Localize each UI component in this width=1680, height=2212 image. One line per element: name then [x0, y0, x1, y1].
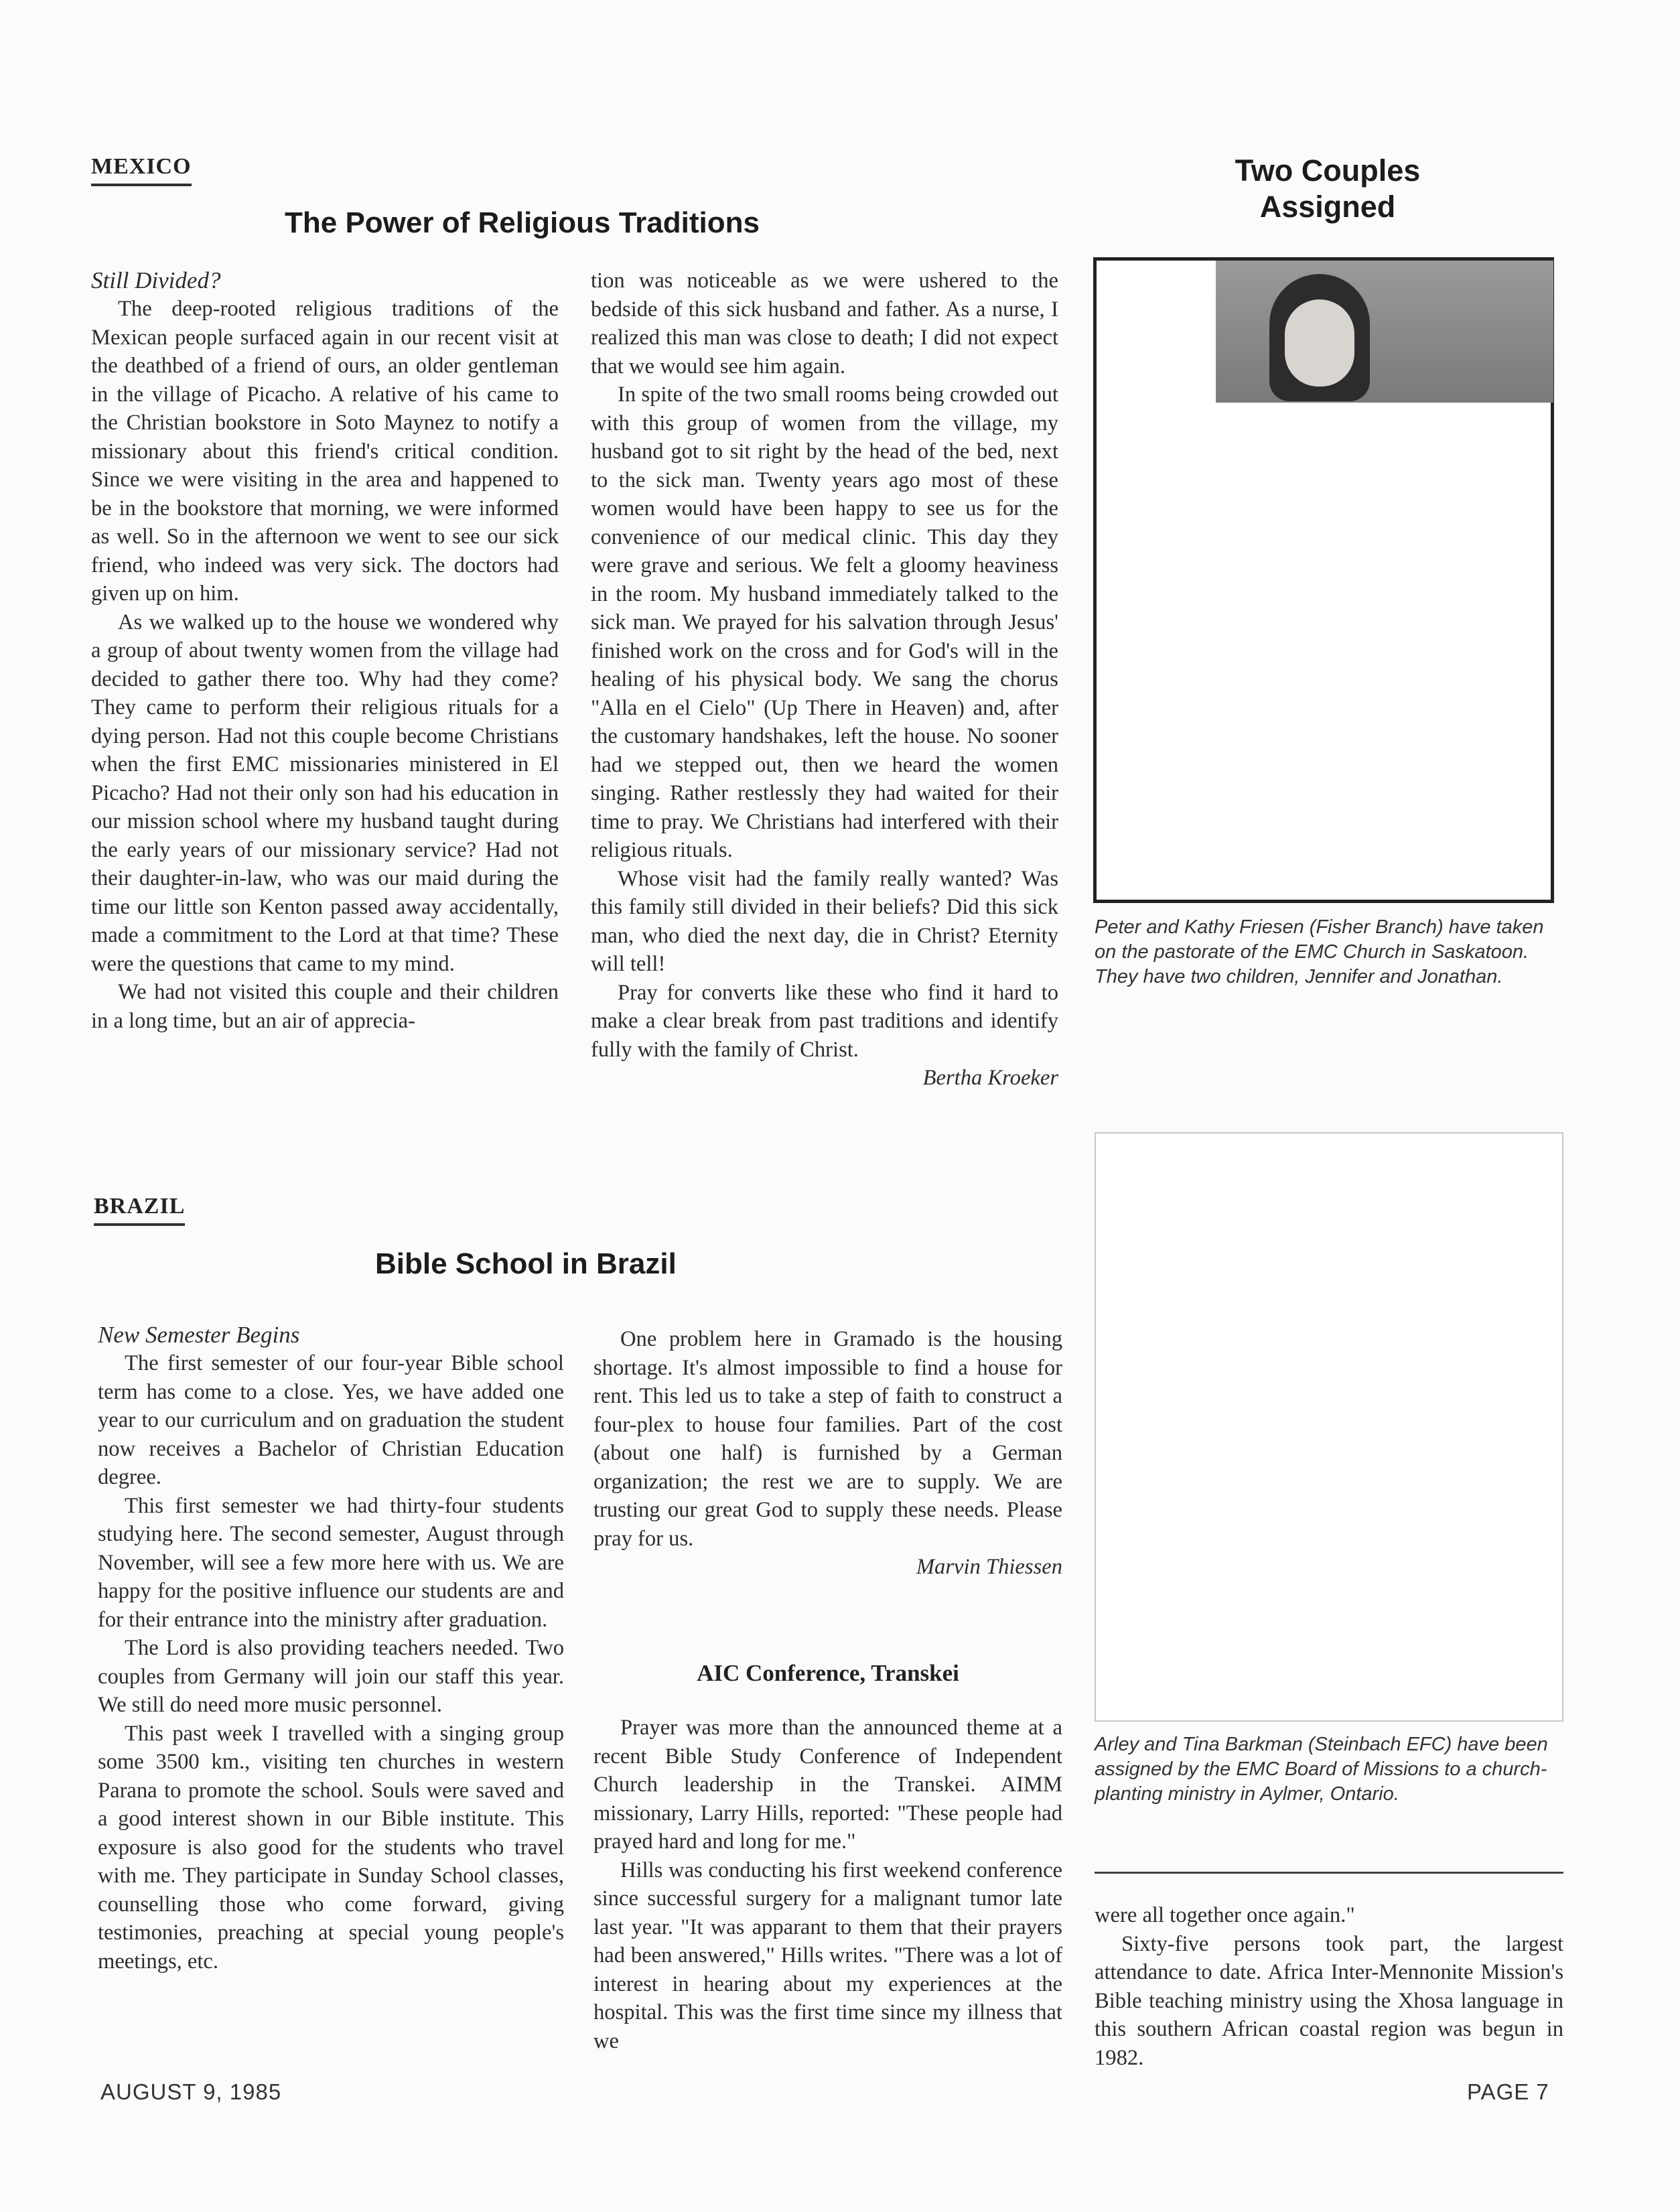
paragraph: As we walked up to the house we wondered why a group of about twenty women from the village had decided to gather there too. Why had they come? They came to perform their religious rituals for a dying person. Had not this couple become Christians when the first EMC missionaries ministered in El Picacho? Had not their only son had his education in our mission school where my husband taught during the early years of our missionary service? Had not their daughter-in-law, who was our maid during the time our little son Kenton passed away accidentally, made a commitment to the Lord at that time? These were the questions that came to my mind. — [91, 610, 559, 976]
paragraph: were all together once again." — [1095, 1903, 1355, 1927]
photo-barkman — [1095, 1132, 1563, 1722]
paragraph: Sixty-five persons took part, the largest attendance to date. Africa Inter-Mennonite Mission's Bible teaching ministry using the Xhosa language in this southern African coastal region was begun in 1982. — [1095, 1931, 1563, 2070]
mexico-kicker: Still Divided? — [91, 267, 221, 293]
paragraph: The deep-rooted religious traditions of the Mexican people surfaced again in our recent visit at the deathbed of a friend of ours, an older gentleman in the village of Picacho. A relative of his came to the Christian bookstore in Soto Maynez to notify a missionary about this friend's critical condition. Since we were visiting in the area and happened to be in the bookstore that morning, we were informed as well. So in the afternoon we went to see our sick friend, who indeed was very sick. The doctors had given up on him. — [91, 297, 559, 606]
aic-column-3 — [1095, 1901, 1563, 2072]
paragraph: The Lord is also providing teachers needed. Two couples from Germany will join our staff this year. We still do need more music personnel. — [98, 1636, 564, 1717]
portrait-face — [1285, 299, 1354, 387]
paragraph: tion was noticeable as we were ushered to the bedside of this sick husband and father. As a nurse, I realized this man was close to death; I did not expect that we would see him again. — [591, 269, 1058, 378]
mexico-headline: The Power of Religious Traditions — [285, 206, 760, 239]
paragraph: Pray for converts like these who find it hard to make a clear break from past traditions and identify fully with the family of Christ. — [591, 980, 1058, 1062]
paragraph: Whose visit had the family really wanted? Was this family still divided in their beliefs? Did this sick man, who died the next day, die in Christ? Eternity will tell! — [591, 866, 1058, 976]
paragraph: One problem here in Gramado is the housing shortage. It's almost impossible to find a house for rent. This led us to take a step of faith to construct a four-plex to house four families. Part of the cost (about one half) is furnished by a German organization; the rest we are to supply. We are trusting our great God to supply these needs. Please pray for us. — [593, 1327, 1062, 1551]
mexico-byline: Bertha Kroeker — [922, 1066, 1058, 1090]
brazil-column-2 — [593, 1325, 1062, 1582]
divider-rule — [1095, 1872, 1563, 1874]
caption-friesen: Peter and Kathy Friesen (Fisher Branch) have taken on the pastorate of the EMC Church in Saskatoon. They have two children, Jennifer and Jonathan. — [1095, 916, 1544, 987]
paragraph: Hills was conducting his first weekend conference since successful surgery for a malignant tumor late last year. "It was apparant to them that their prayers had been answered," Hills writes. "There was a lot of interest in hearing about my experiences at the hospital. This was the first time since my illness that we — [593, 1858, 1062, 2053]
footer-page-number: PAGE 7 — [1467, 2079, 1549, 2104]
portrait-photo — [1216, 261, 1553, 403]
paragraph: In spite of the two small rooms being crowded out with this group of women from the village, my husband got to sit right by the head of the bed, next to the sick man. Twenty years ago most of these women would have been happy to see us for the convenience of our medical clinic. This day they were grave and serious. We felt a gloomy heaviness in the room. My husband immediately talked to the sick man. We prayed for his salvation through Jesus' finished work on the cross and for God's will in the healing of his physical body. We sang the chorus "Alla en el Cielo" (Up There in Heaven) and, after the customary handshakes, left the house. No sooner had we stepped out, then we heard the women singing. Rather restlessly they had waited for their time to pray. We Christians had interfered with their religious rituals. — [591, 383, 1058, 862]
brazil-headline: Bible School in Brazil — [375, 1247, 677, 1280]
paragraph: Prayer was more than the announced theme at a recent Bible Study Conference of Independent Church leadership in the Transkei. AIMM missionary, Larry Hills, reported: "These people had prayed hard and long for me." — [593, 1716, 1062, 1854]
caption-barkman: Arley and Tina Barkman (Steinbach EFC) have been assigned by the EMC Board of Missions to a church-planting ministry in Aylmer, Ontario. — [1095, 1734, 1548, 1805]
aic-headline: AIC Conference, Transkei — [697, 1660, 959, 1686]
sidebar-headline — [1093, 153, 1562, 225]
photo-friesen — [1093, 257, 1554, 903]
paragraph: This first semester we had thirty-four students studying here. The second semester, August through November, will see a few more here with us. We are happy for the positive influence our students are and for their entrance into the ministry after graduation. — [98, 1493, 564, 1632]
brazil-column-1 — [98, 1321, 564, 1976]
sidebar-headline-line-2: Assigned — [1259, 190, 1396, 224]
sidebar-headline-line-1: Two Couples — [1235, 153, 1421, 188]
aic-column-2 — [593, 1714, 1062, 2055]
section-label-brazil: BRAZIL — [94, 1194, 185, 1226]
section-label-mexico: MEXICO — [91, 154, 192, 186]
brazil-kicker: New Semester Begins — [98, 1322, 300, 1348]
paragraph: We had not visited this couple and their children in a long time, but an air of apprecia- — [91, 980, 559, 1033]
paragraph: The first semester of our four-year Bible school term has come to a close. Yes, we have added one year to our curriculum and on graduation the student now receives a Bachelor of Christian Education degree. — [98, 1351, 564, 1489]
brazil-byline: Marvin Thiessen — [916, 1555, 1062, 1579]
paragraph: This past week I travelled with a singing group some 3500 km., visiting ten churches in western Parana to promote the school. Souls were saved and a good interest shown in our Bible institute. This exposure is also good for the students who travel with me. They participate in Sunday School classes, counselling those who come forward, giving testimonies, preaching at special young people's meetings, etc. — [98, 1721, 564, 1974]
mexico-column-2 — [591, 267, 1058, 1093]
mexico-column-1 — [91, 267, 559, 1035]
footer-date: AUGUST 9, 1985 — [100, 2079, 282, 2104]
